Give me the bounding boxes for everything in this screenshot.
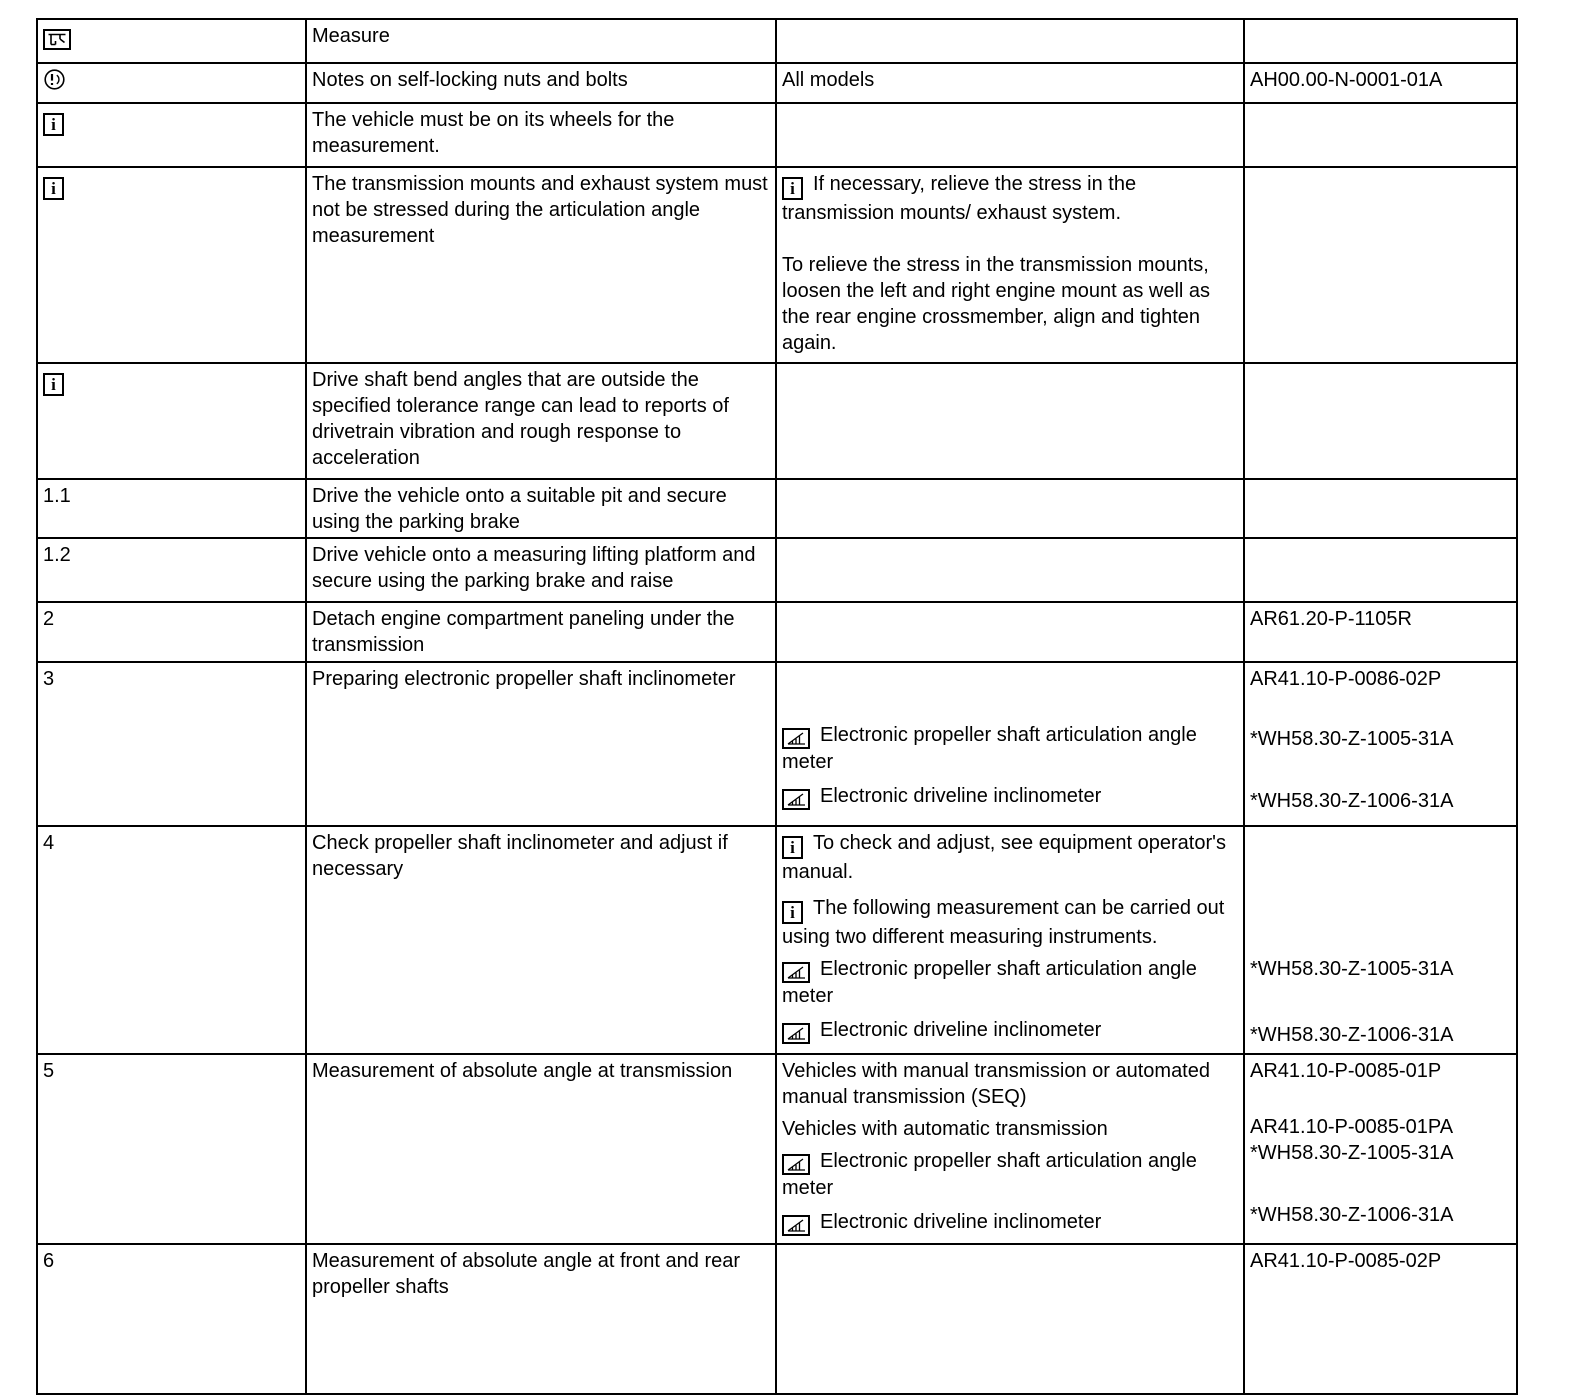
blank-space [1250, 1084, 1510, 1114]
line-text: Electronic propeller shaft articulation angle meter [782, 724, 1197, 773]
info-icon [782, 177, 803, 200]
info-glyph: i [790, 903, 795, 922]
reference-cell [1244, 167, 1517, 363]
line-text: The transmission mounts and exhaust system must not be stressed during the articulation angle measurement [312, 173, 768, 247]
description-cell-line [312, 67, 769, 93]
line-text: Check propeller shaft inclinometer and adjust if necessary [312, 832, 728, 880]
line-text: Drive shaft bend angles that are outside the specified tolerance range can lead to reports of drivetrain vibration and rough response to acceleration [312, 369, 729, 469]
inclinometer-icon [782, 1215, 810, 1236]
details-cell [776, 662, 1244, 826]
reference-cell [1244, 479, 1517, 538]
line-text: Electronic propeller shaft articulation angle meter [782, 1150, 1197, 1199]
step-number: 3 [43, 668, 55, 690]
line-text: AH00.00-N-0001-01A [1250, 69, 1443, 91]
line-text: Electronic driveline inclinometer [820, 1019, 1102, 1041]
table-row [37, 662, 1517, 826]
blank-space [1250, 1166, 1510, 1202]
description-cell-line [312, 830, 769, 882]
step-cell [37, 103, 306, 167]
table-row [37, 479, 1517, 538]
reference-cell-line [1250, 666, 1510, 692]
reference-cell-line [1250, 1140, 1510, 1166]
self-locking-note-icon [43, 68, 66, 91]
reference-cell-line [1250, 606, 1510, 632]
step-cell [37, 826, 306, 1054]
line-text: Detach engine compartment paneling under the transmission [312, 608, 735, 656]
line-text: Measure [312, 25, 390, 47]
details-cell-line [782, 1058, 1237, 1110]
table-row [37, 602, 1517, 662]
line-text: The vehicle must be on its wheels for the measurement. [312, 109, 675, 157]
reference-cell-line [1250, 1248, 1510, 1274]
reference-cell-line [1250, 788, 1510, 814]
details-cell [776, 363, 1244, 479]
line-text: If necessary, relieve the stress in the transmission mounts/ exhaust system. [782, 173, 1137, 224]
table-row [37, 167, 1517, 363]
details-cell [776, 1244, 1244, 1394]
description-cell [306, 167, 776, 363]
description-cell [306, 662, 776, 826]
table-row [37, 103, 1517, 167]
details-cell-line [782, 171, 1237, 226]
details-cell [776, 602, 1244, 662]
line-text: *WH58.30-Z-1005-31A [1250, 1142, 1454, 1164]
reference-cell-line [1250, 67, 1510, 93]
line-text: Drive the vehicle onto a suitable pit and secure using the parking brake [312, 485, 727, 533]
blank-space [782, 775, 1237, 783]
step-number: 5 [43, 1060, 55, 1082]
description-cell-line [312, 23, 769, 49]
inclinometer-icon [782, 789, 810, 810]
step-cell [37, 363, 306, 479]
table-row [37, 63, 1517, 103]
details-cell-line [782, 1209, 1237, 1236]
line-text: AR61.20-P-1105R [1250, 608, 1412, 630]
reference-cell [1244, 103, 1517, 167]
details-cell [776, 479, 1244, 538]
details-cell-line [782, 830, 1237, 885]
reference-cell-line [1250, 1058, 1510, 1084]
table-row [37, 826, 1517, 1054]
details-cell-line [782, 252, 1237, 356]
reference-cell [1244, 826, 1517, 1054]
line-text: *WH58.30-Z-1005-31A [1250, 728, 1454, 750]
line-text: Electronic propeller shaft articulation angle meter [782, 958, 1197, 1007]
reference-cell [1244, 1244, 1517, 1394]
line-text: All models [782, 69, 875, 91]
step-cell [37, 19, 306, 63]
step-cell [37, 479, 306, 538]
line-text: AR41.10-P-0085-01PA [1250, 1116, 1454, 1138]
details-cell-line [782, 1148, 1237, 1201]
procedure-table [36, 18, 1518, 1395]
description-cell-line [312, 1058, 769, 1084]
description-cell [306, 1244, 776, 1394]
description-cell-line [312, 367, 769, 471]
details-cell [776, 19, 1244, 63]
details-cell [776, 103, 1244, 167]
line-text: *WH58.30-Z-1006-31A [1250, 790, 1454, 812]
info-icon [782, 836, 803, 859]
description-cell [306, 103, 776, 167]
description-cell-line [312, 107, 769, 159]
reference-cell [1244, 63, 1517, 103]
description-cell-line [312, 666, 769, 692]
info-icon [43, 113, 64, 136]
reference-cell [1244, 19, 1517, 63]
table-row [37, 538, 1517, 602]
details-cell-line [782, 956, 1237, 1009]
details-cell [776, 1054, 1244, 1244]
description-cell [306, 1054, 776, 1244]
reference-cell [1244, 538, 1517, 602]
description-cell [306, 363, 776, 479]
reference-cell-line [1250, 1022, 1510, 1048]
line-text: Electronic driveline inclinometer [820, 1211, 1102, 1233]
step-cell [37, 602, 306, 662]
inclinometer-icon [782, 962, 810, 983]
info-glyph: i [790, 838, 795, 857]
info-icon [43, 177, 64, 200]
description-cell [306, 826, 776, 1054]
reference-cell-line [1250, 1114, 1510, 1140]
step-number: 1.1 [43, 485, 71, 507]
line-text: AR41.10-P-0085-02P [1250, 1250, 1442, 1272]
line-text: Vehicles with manual transmission or automated manual transmission (SEQ) [782, 1060, 1210, 1108]
step-cell [37, 167, 306, 363]
step-cell [37, 538, 306, 602]
info-glyph: i [51, 375, 56, 394]
line-text: Vehicles with automatic transmission [782, 1118, 1108, 1140]
step-cell [37, 1244, 306, 1394]
blank-space [782, 1009, 1237, 1017]
line-text: *WH58.30-Z-1005-31A [1250, 958, 1454, 980]
table-row [37, 19, 1517, 63]
line-text: *WH58.30-Z-1006-31A [1250, 1204, 1454, 1226]
info-glyph: i [51, 179, 56, 198]
line-text: Drive vehicle onto a measuring lifting platform and secure using the parking brake and raise [312, 544, 756, 592]
line-text: Notes on self-locking nuts and bolts [312, 69, 628, 91]
details-cell-line [782, 67, 1237, 93]
blank-space [782, 226, 1237, 252]
blank-space [782, 1201, 1237, 1209]
blank-space [1250, 692, 1510, 726]
step-number: 6 [43, 1250, 55, 1272]
description-cell-line [312, 1248, 769, 1300]
step-number: 1.2 [43, 544, 71, 566]
details-cell-line [782, 1116, 1237, 1142]
reference-cell [1244, 602, 1517, 662]
info-icon [782, 901, 803, 924]
description-cell-line [312, 171, 769, 249]
details-cell [776, 538, 1244, 602]
line-text: Measurement of absolute angle at transmission [312, 1060, 733, 1082]
step-cell [37, 1054, 306, 1244]
blank-space [1250, 982, 1510, 1022]
line-text: To relieve the stress in the transmission mounts, loosen the left and right engine mount as well as the rear engine crossmember, align and tighten again. [782, 254, 1211, 354]
reference-cell-line [1250, 956, 1510, 982]
reference-cell [1244, 363, 1517, 479]
line-text: *WH58.30-Z-1006-31A [1250, 1024, 1454, 1046]
step-cell [37, 63, 306, 103]
description-cell-line [312, 606, 769, 658]
info-glyph: i [790, 179, 795, 198]
description-cell [306, 538, 776, 602]
description-cell [306, 19, 776, 63]
info-icon [43, 373, 64, 396]
details-cell [776, 167, 1244, 363]
table-row [37, 1244, 1517, 1394]
line-text: The following measurement can be carried out using two different measuring instruments. [782, 897, 1225, 948]
inclinometer-icon [782, 1023, 810, 1044]
table-row [37, 1054, 1517, 1244]
details-cell-line [782, 722, 1237, 775]
details-cell-line [782, 783, 1237, 810]
description-cell [306, 479, 776, 538]
blank-space [1250, 830, 1510, 956]
reference-cell-line [1250, 726, 1510, 752]
description-cell-line [312, 483, 769, 535]
line-text: AR41.10-P-0085-01P [1250, 1060, 1442, 1082]
reference-cell [1244, 662, 1517, 826]
details-cell-line [782, 1017, 1237, 1044]
step-number: 2 [43, 608, 55, 630]
reference-cell-line [1250, 1202, 1510, 1228]
line-text: Measurement of absolute angle at front and rear propeller shafts [312, 1250, 741, 1298]
procedure-table-body [37, 19, 1517, 1394]
line-text: Electronic driveline inclinometer [820, 785, 1102, 807]
details-cell [776, 63, 1244, 103]
line-text: AR41.10-P-0086-02P [1250, 668, 1442, 690]
description-cell [306, 602, 776, 662]
info-glyph: i [51, 115, 56, 134]
reference-cell [1244, 1054, 1517, 1244]
details-cell [776, 826, 1244, 1054]
measure-icon [43, 29, 71, 50]
description-cell [306, 63, 776, 103]
inclinometer-icon [782, 728, 810, 749]
blank-space [782, 666, 1237, 722]
step-number: 4 [43, 832, 55, 854]
blank-space [782, 885, 1237, 895]
details-cell-line [782, 895, 1237, 950]
table-row [37, 363, 1517, 479]
line-text: Preparing electronic propeller shaft inclinometer [312, 668, 736, 690]
line-text: To check and adjust, see equipment operator's manual. [782, 832, 1226, 883]
blank-space [1250, 752, 1510, 788]
description-cell-line [312, 542, 769, 594]
step-cell [37, 662, 306, 826]
inclinometer-icon [782, 1154, 810, 1175]
